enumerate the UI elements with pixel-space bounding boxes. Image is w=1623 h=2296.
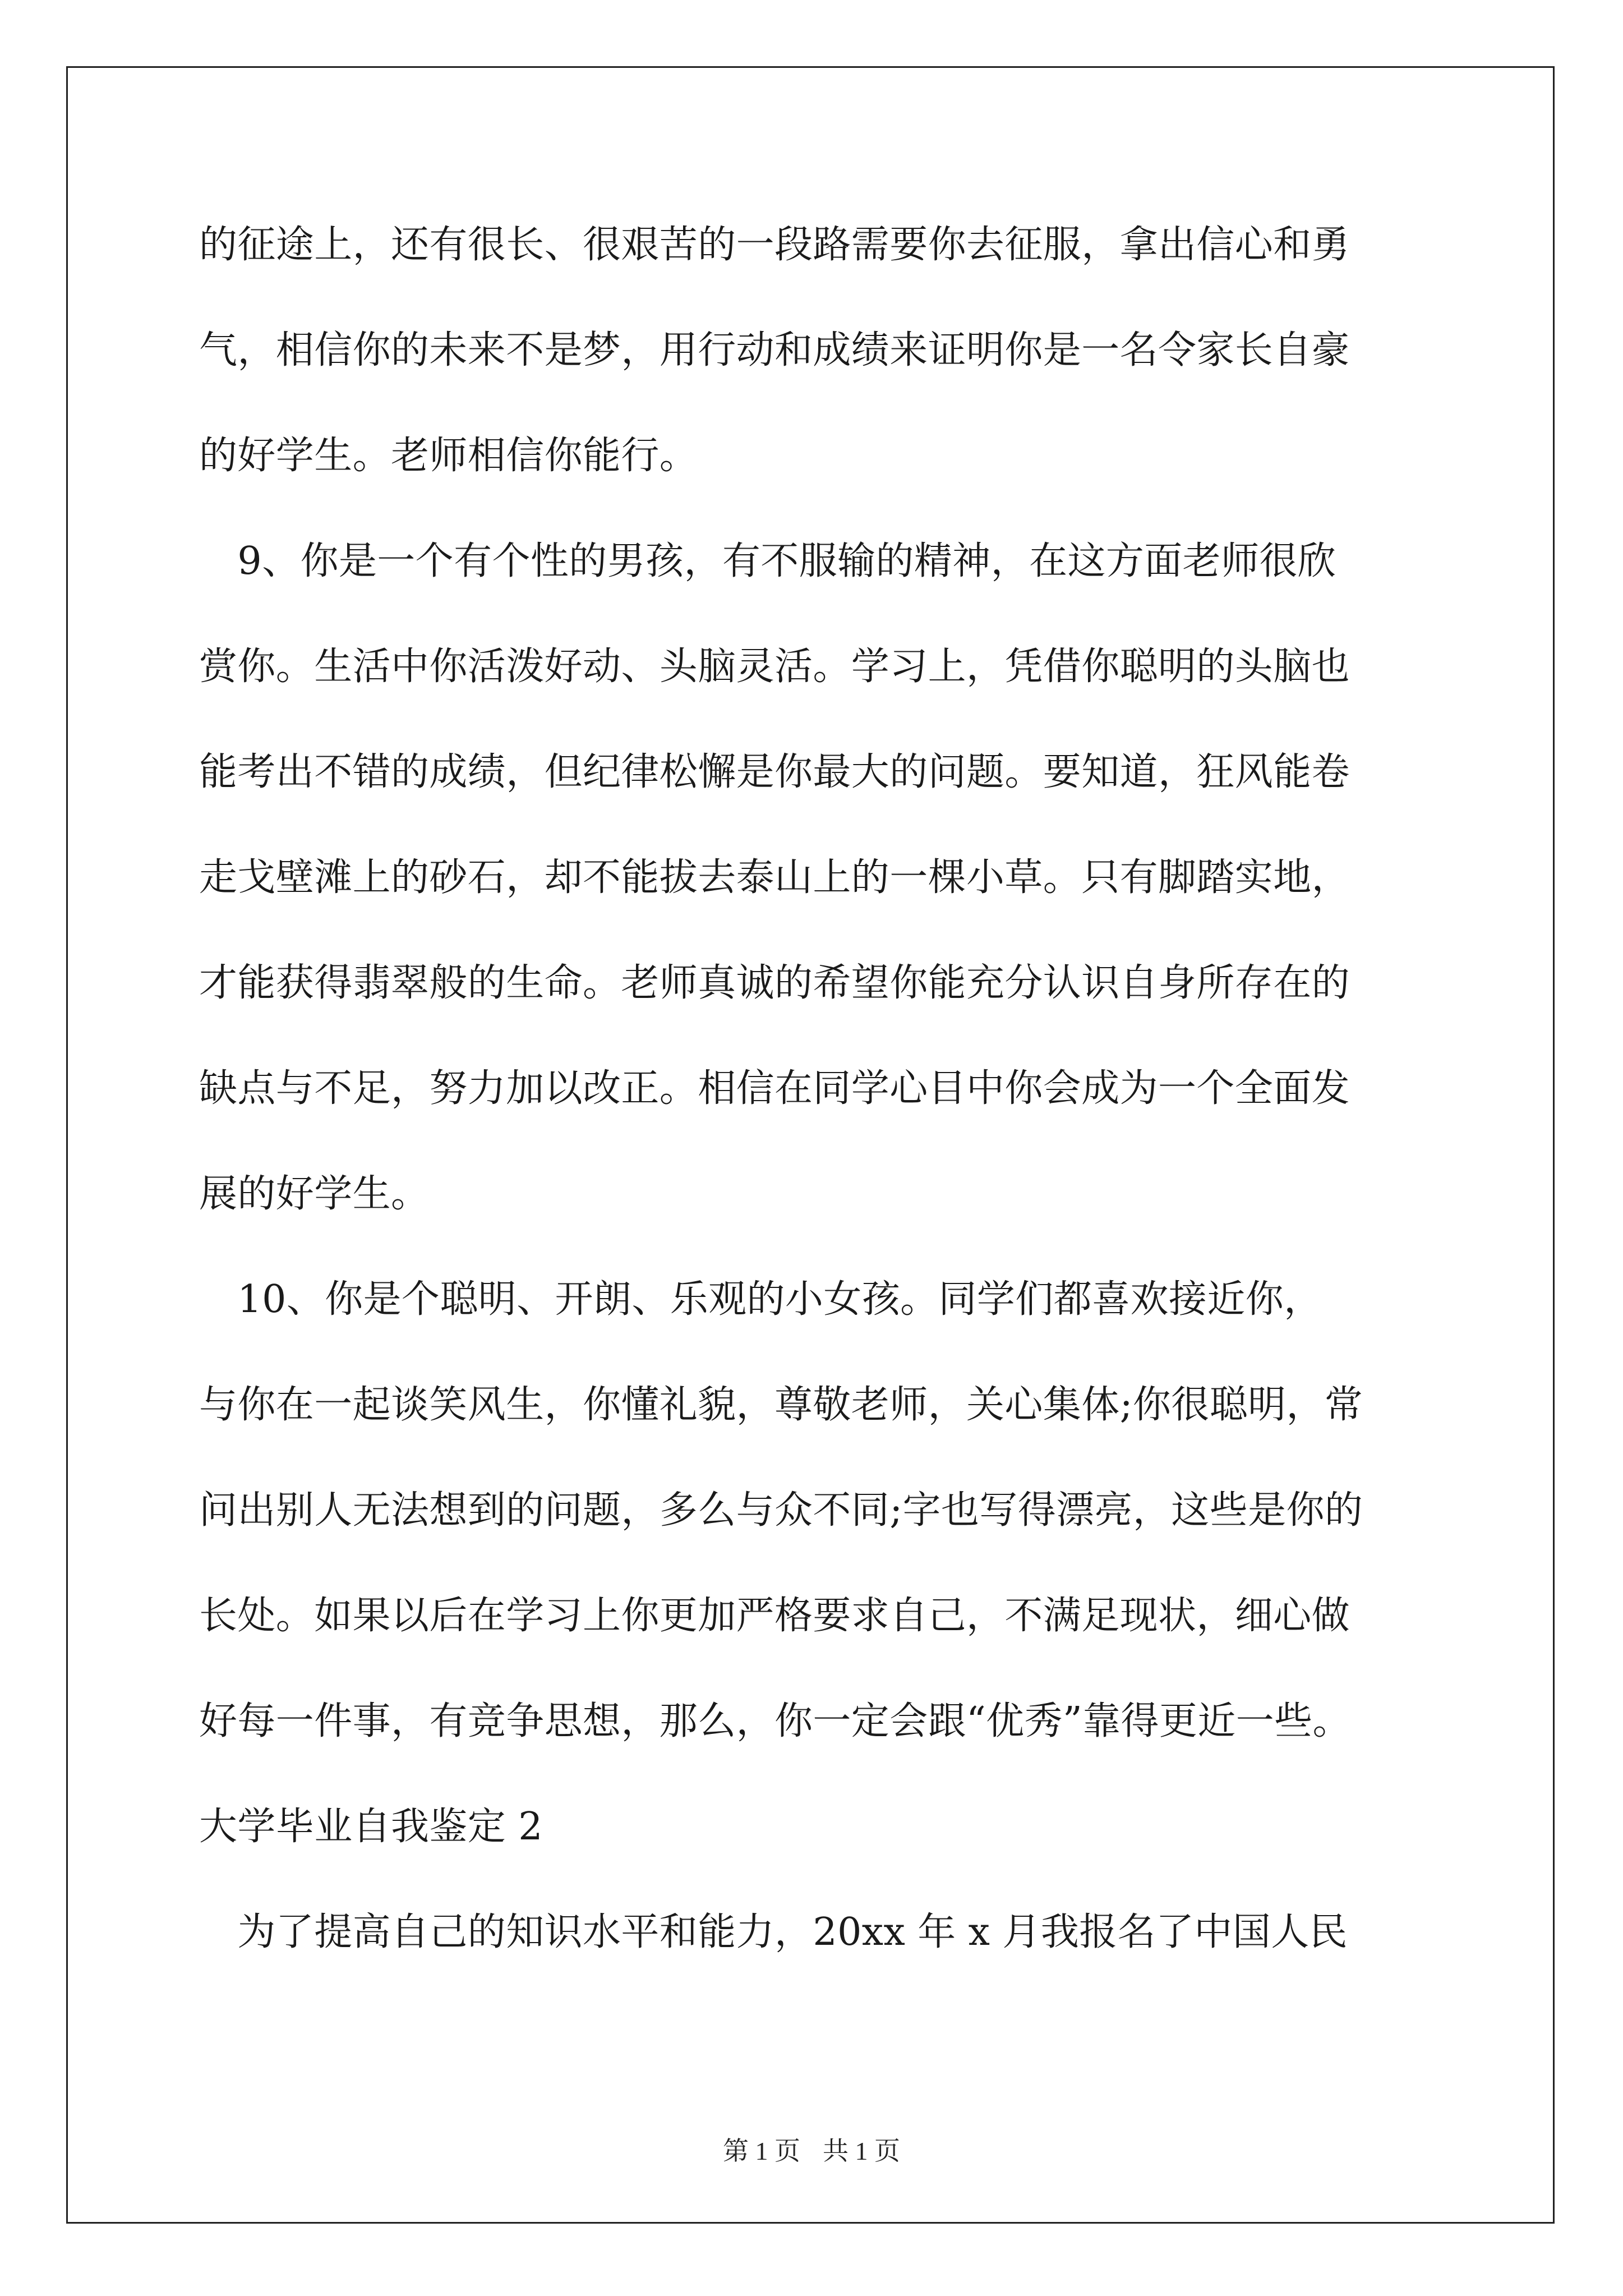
text-line: 问出别人无法想到的问题，多么与众不同;字也写得漂亮，这些是你的 — [199, 1488, 1363, 1533]
text-line: 走戈壁滩上的砂石，却不能拔去泰山上的一棵小草。只有脚踏实地， — [199, 855, 1350, 900]
text-line: 9、你是一个有个性的男孩，有不服输的精神，在这方面老师很欣 — [199, 539, 1336, 583]
text-line: 的好学生。老师相信你能行。 — [199, 434, 698, 478]
text-line: 10、你是个聪明、开朗、乐观的小女孩。同学们都喜欢接近你， — [199, 1277, 1322, 1322]
page-border — [66, 66, 1555, 2224]
page-footer — [0, 2134, 1623, 2168]
text-line: 长处。如果以后在学习上你更加严格要求自己，不满足现状，细心做 — [199, 1594, 1350, 1638]
text-line: 赏你。生活中你活泼好动、头脑灵活。学习上，凭借你聪明的头脑也 — [199, 645, 1350, 689]
text-line: 与你在一起谈笑风生，你懂礼貌，尊敬老师，关心集体;你很聪明，常 — [199, 1383, 1363, 1427]
text-line: 气，相信你的未来不是梦，用行动和成绩来证明你是一名令家长自豪 — [199, 328, 1350, 372]
page-number: 第 1 页 — [723, 2137, 800, 2165]
text-line: 能考出不错的成绩，但纪律松懈是你最大的问题。要知道，狂风能卷 — [199, 750, 1350, 794]
text-line: 展的好学生。 — [199, 1172, 430, 1216]
text-line: 缺点与不足，努力加以改正。相信在同学心目中你会成为一个全面发 — [199, 1066, 1350, 1111]
section-heading: 大学毕业自我鉴定 2 — [199, 1805, 543, 1849]
text-line: 才能获得翡翠般的生命。老师真诚的希望你能充分认识自身所存在的 — [199, 961, 1350, 1005]
text-line: 为了提高自己的知识水平和能力，20xx 年 x 月我报名了中国人民 — [199, 1910, 1348, 1954]
page-total: 共 1 页 — [823, 2137, 900, 2165]
text-line: 的征途上，还有很长、很艰苦的一段路需要你去征服，拿出信心和勇 — [199, 223, 1350, 267]
text-line: 好每一件事，有竞争思想，那么，你一定会跟“优秀”靠得更近一些。 — [199, 1699, 1351, 1743]
